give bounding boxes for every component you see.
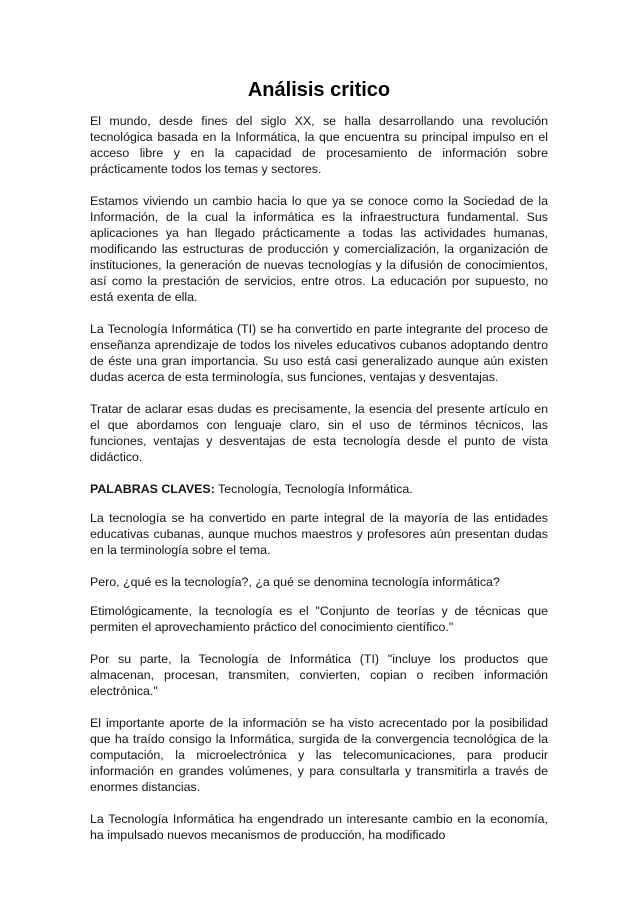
document-page bbox=[90, 78, 548, 859]
paragraph-7: Etimológicamente, la tecnología es el "Conjunto de teorías y de técnicas que permiten el aprovechamiento práctico del conocimiento científico." bbox=[90, 604, 548, 634]
paragraph-10: La Tecnología Informática ha engendrado un interesante cambio en la economía, ha impulsado nuevos mecanismos de producción, ha modificado bbox=[90, 812, 548, 842]
keywords-line bbox=[90, 481, 548, 497]
paragraph-1: El mundo, desde fines del siglo XX, se halla desarrollando una revolución tecnológica basada en la Informática, la que encuentra su principal impulso en el acceso libre y en la capacidad de procesamiento de información sobre prácticamente todos los temas y sectores. bbox=[90, 114, 548, 176]
paragraph-9: El importante aporte de la información se ha visto acrecentado por la posibilidad que ha traído consigo la Informática, surgida de la convergencia tecnológica de la computación, la microelectrónica y las telecomunicaciones, para producir información en grandes volúmenes, y para consultarla y transmitirla a través de enormes distancias. bbox=[90, 716, 548, 794]
paragraph-6: Pero, ¿qué es la tecnología?, ¿a qué se denomina tecnología informática? bbox=[90, 575, 500, 589]
paragraph-2: Estamos viviendo un cambio hacia lo que ya se conoce como la Sociedad de la Información, de la cual la informática es la infraestructura fundamental. Sus aplicaciones ya han llegado prácticamente a todas las actividades humanas, modificando las estructuras de producción y comercialización, la organización de instituciones, la generación de nuevas tecnologías y la difusión de conocimientos, así como la prestación de servicios, entre otros. La educación por supuesto, no está exenta de ella. bbox=[90, 194, 548, 304]
paragraph-3: La Tecnología Informática (TI) se ha convertido en parte integrante del proceso de enseñanza aprendizaje de todos los niveles educativos cubanos adoptando dentro de éste una gran importancia. Su uso está casi generalizado aunque aún existen dudas acerca de esta terminología, sus funciones, ventajas y desventajas. bbox=[90, 322, 548, 384]
keywords-text: Tecnología, Tecnología Informática. bbox=[214, 482, 413, 496]
paragraph-5: La tecnología se ha convertido en parte integral de la mayoría de las entidades educativas cubanas, aunque muchos maestros y profesores aún presentan dudas en la terminología sobre el tema. bbox=[90, 511, 548, 557]
page-title: Análisis critico bbox=[247, 79, 391, 101]
paragraph-8: Por su parte, la Tecnología de Informática (TI) "incluye los productos que almacenan, procesan, transmiten, convierten, copian o reciben información electrónica." bbox=[90, 652, 548, 698]
paragraph-4: Tratar de aclarar esas dudas es precisamente, la esencia del presente artículo en el que abordamos con lenguaje claro, sin el uso de términos técnicos, las funciones, ventajas y desventajas de esta tecnología desde el punto de vista didáctico. bbox=[90, 402, 548, 464]
keywords-label: PALABRAS CLAVES: bbox=[90, 482, 215, 496]
